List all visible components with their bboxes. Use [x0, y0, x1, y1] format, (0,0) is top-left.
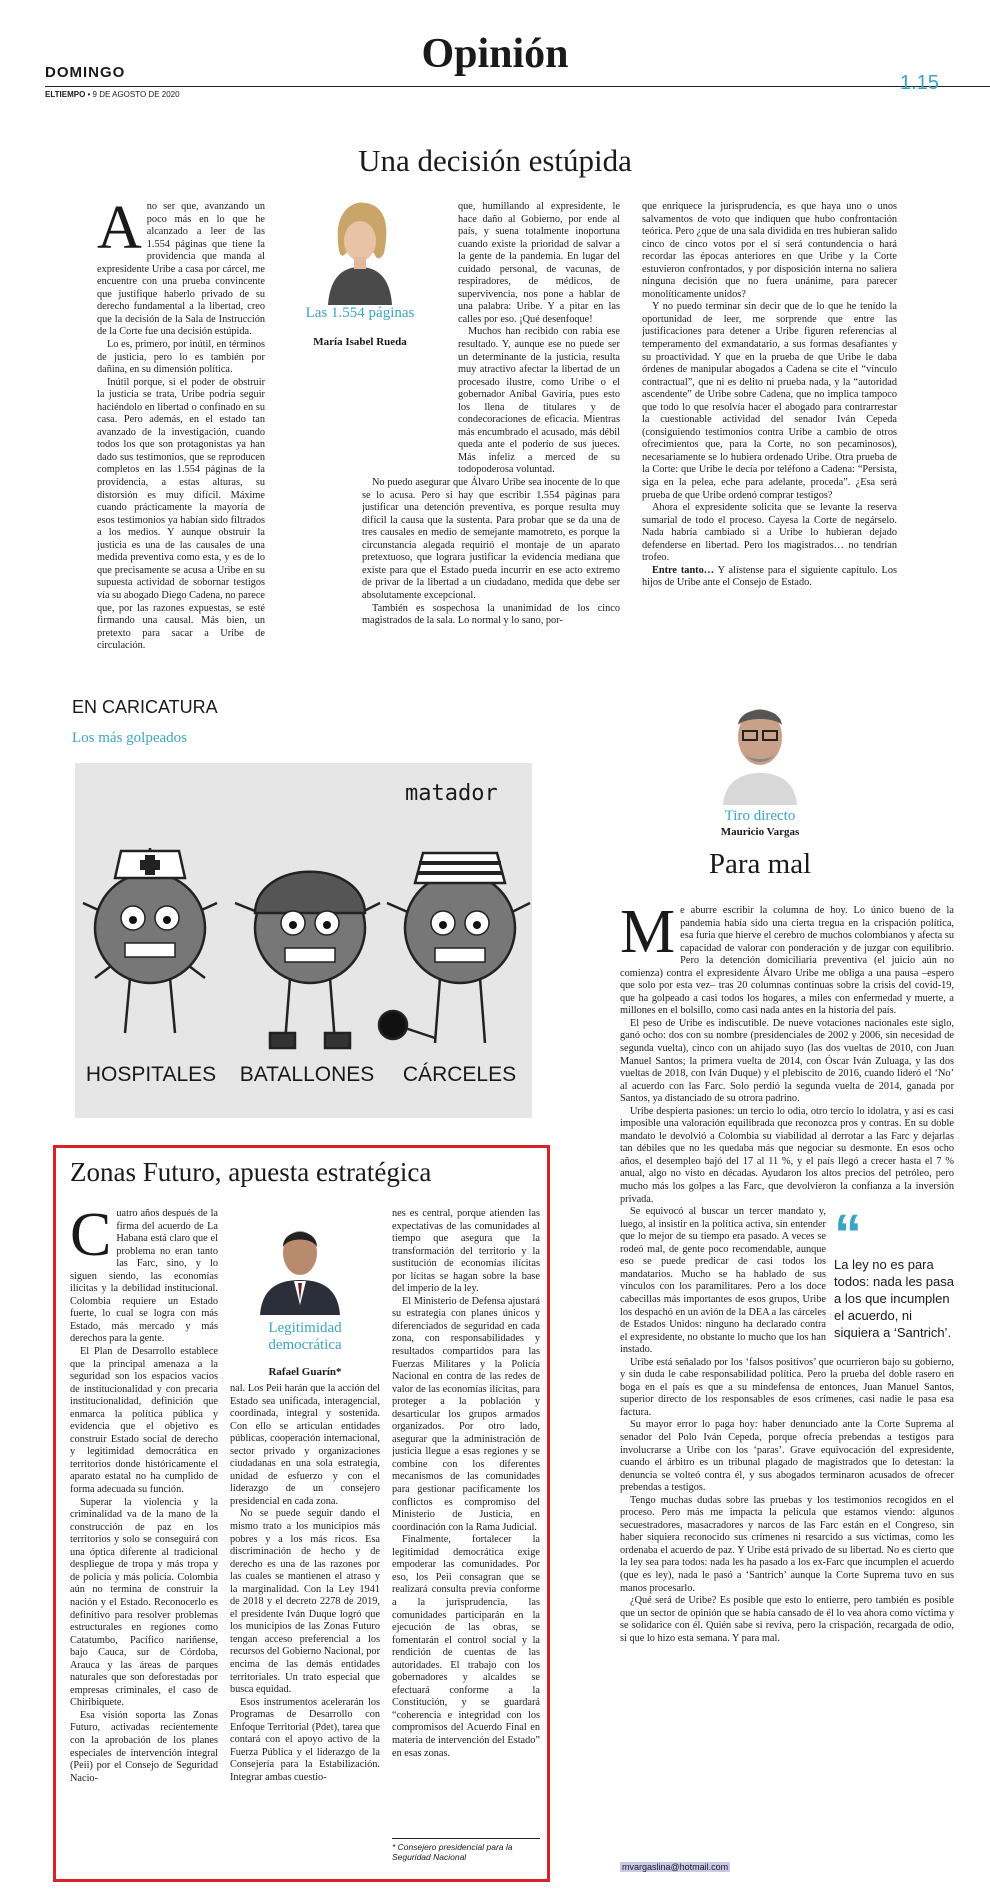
cartoon-label-carceles: CÁRCELES — [402, 1063, 517, 1086]
article1-col2 — [362, 201, 620, 653]
article1-text: que, humillando al expresidente, le hace daño al Gobierno, por ende al país, y suena totalmente inoportuna cuando existe la prioridad de salvar a la gente de la pandemia. En lugar del cuidado personal, de vacunas, de respiradores, de médicos, de supervivencia, nos pone a hablar de una palabra: Uribe. Y a pitar en las calles por eso. ¡Qué desenfoque! — [458, 201, 620, 325]
article3-col1 — [70, 1208, 218, 1838]
article1-text: que enriquece la jurisprudencia, es que haya uno o unos salvamentos de voto que indiquen que hubo confrontación teórica. Pero ¿que de una sala dividida en tres hubieran salido cinco de cinco votos por el sí será contundencia o hará recordar las épocas anteriores en que Uribe y la Corte estuvieron confrontados, y por disposición interna no saliera ninguna decisión que no fuera unánime, para parecer monolíticamente unidos? — [642, 201, 897, 300]
article3-text: uatro años después de la firma del acuerdo de La Habana está claro que el problema no eran tanto las Farc, sino, y lo siguen siendo, las economías ilícitas y la debilidad institucional. Colombia requiere un Estado fuerte, lo cual se logra con más Estado, más mercado y más derechos para la gente. — [70, 1208, 218, 1345]
article1-text: Inútil porque, si el poder de obstruir la justicia se trata, Uribe podría seguir haciéndolo en libertad o confinado en su casa. Pero además, en el estado tan avanzado de la investigación, cuando todos los que son protagonistas ya han dado sus testimonios, que se reproducen completos en las 1.554 páginas de la providencia, a estas alturas, su distorsión es muy difícil. Máxime cuando prácticamente la mayoría de esos testimonios ya habían sido filtrados a los medios. Y aunque obstruir la justicia es una de las causales de una medida preventiva como esta, y es de lo que precisamente se acusa a Uribe en su supuesta actividad de sobornar testigos vía su abogado Diego Cadena, no parece que, por las razones expuestas, se esté firmando una causal. Más bien, un pretexto para sacar a Uribe de circulación. — [97, 376, 265, 652]
virus-nurse — [83, 848, 217, 1033]
cartoon-label-batallones: BATALLONES — [239, 1063, 375, 1086]
article2-body — [620, 905, 954, 1840]
article1-text: Y no puedo terminar sin decir que de lo que he tenido la oportunidad de leer, me sorprende que entre las justificaciones para detener a Uribe figuren referencias al temperamento del exmandatario, a sus formas desafiantes y su proactividad. Y que en la prueba de que Uribe le daba órdenes de manipular abogados a Cadena se cite el “vínculo contractual”, que ni es delito ni prueba nada, y la “autoridad ascendente” de Uribe sobre Cadena, que no implica tampoco que todo lo que resolvía hacer el abogado para contrarrestar la cuestionable actividad del senador Iván Cepeda (consiguiendo testimonios contra Uribe a cambio de otros ofrecimientos que, para la Corte, no son pecaminosos), necesariamente se lo hubiera ordenado Uribe. Otra prueba de la Corte: que Uribe le decía por teléfono a Cadena: “Persista, siga en la pelea, eche para adelante, proceda”. ¿Esa será prueba de que Uribe ordenó comprar testigos? — [642, 301, 897, 501]
section-day: DOMINGO — [45, 64, 126, 81]
article3-text: Superar la violencia y la criminalidad va de la mano de la construcción de paz en los territorios y solo se conseguirá con una óptica diferente al tradicional despliegue de tropa y más tropa y de policía y más policía. Colombia aún no termina de construir la nación y el Estado. Reconocerlo es definitivo para resolver problemas estructurales en regiones como Catatumbo, Pacífico nariñense, bajo Cauca, sur de Córdoba, Arauca y las áreas de parques naturales que son deforestadas por empresas criminales, el caso de Chiribiquete. — [70, 1496, 218, 1709]
page-number: 1.15 — [900, 72, 939, 94]
article1-text: Ahora el expresidente solicita que se levante la reserva sumarial de todo el proceso. Cayesa la Corte de negárselo. Nada habría cambiado si a Uribe lo hubieran dejado defenderse en libertad. Pero los magistrados… no tendrían trofeo. — [642, 502, 897, 564]
pull-quote-box — [834, 1202, 954, 1341]
author-photo-guarin — [250, 1215, 350, 1315]
article1-text: Lo es, primero, por inútil, en términos de justicia, pero lo es también por dañina, en su dimensión política. — [97, 339, 265, 376]
article3-text: nes es central, porque atienden las expectativas de las comunidades al tiempo que asegura que la transformación del territorio y la sustitución de economías ilícitas por lícitas se hagan sobre la base del imperio de la ley. — [392, 1208, 540, 1295]
article3-text: No se puede seguir dando el mismo trato a los municipios más pobres y a los más ricos. Esa discriminación de hecho y de derecho es una de las razones por las cuales se mantienen el atraso y la marginalidad. Con la Ley 1941 de 2018 y el decreto 2278 de 2019, el presidente Iván Duque logró que los municipios de las Zonas Futuro tengan acceso preferencial a los recursos del Gobierno Nacional, por encima de las demás entidades territoriales. Un trato especial que busca equidad. — [230, 1508, 380, 1696]
article1-text: No puedo asegurar que Álvaro Uribe sea inocente de lo que se lo acusa. Pero si hay que escribir 1.554 páginas para justificar una detención preventiva, es porque resulta muy difícil la causa que la sustenta. Para probar que se da una de tres causales en medio de semejante mamotreto, es porque la circunstancia alegada requirió el montaje de un aparato pretextuoso, que lograra justificar la evidencia mediana que existe para que el Estado pueda incurrir en ese acto extremo de privar de la libertad a un ciudadano, medida que debe ser absolutamente excepcional. — [362, 477, 620, 601]
article3-col3 — [392, 1208, 540, 1828]
article2-text: El peso de Uribe es indiscutible. De nueve votaciones nacionales este siglo, ganó ocho: dos con su nombre (presidenciales de 2002 y 2006, sin necesidad de segunda vuelta), cinco con un ahijado suyo (las dos vueltas de 2010, con Juan Manuel Santos; la primera vuelta de 2014, con Óscar Iván Zuluaga, y las dos vueltas de 2018, con Iván Duque) y el plebiscito de 2016, cuando lideró el ‘No’ al acuerdo con las Farc. Solo perdió la segunda vuelta de 2014, ganada por Santos, ya distanciado de su otrora padrino. — [620, 1017, 954, 1105]
newspaper-name: ELTIEMPO — [45, 90, 86, 99]
cartoon-panel — [75, 763, 532, 1118]
article2-text: Se equivocó al buscar un tercer mandato y, luego, al insistir en la política activa, sin entender que lo mejor de su tiempo era pasado. A veces se rodeó mal, de gente poco recomendable, aunque eso se puede predicar de casi todos los mandatarios. Mucho se ha hablado de sus vínculos con los paramilitares. Pero a los doce cabecillas más importantes de esos grupos, Uribe los despachó en un avión de la DEA a las cárceles de Estados Unidos: ninguno ha declarado contra el expresidente, no obstante lo mucho que los han instado. — [620, 1206, 826, 1356]
cartoon-label-hospitales: HOSPITALES — [85, 1063, 217, 1086]
edition-date: 9 DE AGOSTO DE 2020 — [92, 90, 180, 99]
footnote-rule — [392, 1838, 540, 1839]
article1-text: Y alístense para el siguiente capítulo. Los hijos de Uribe ante el Consejo de Estado. — [642, 564, 897, 589]
article2-text: Uribe está señalado por los ‘falsos positivos’ que ocurrieron bajo su gobierno, y sin duda le cabe responsabilidad política. Pero la prueba del doble rasero en boga en el país es que a su mindefensa de entonces, Juan Manuel Santos, superior directo de los responsables de esos crímenes, casi nadie le pasa esa factura. — [620, 1356, 954, 1418]
article1-text: no ser que, avanzando un poco más en lo que he alcanzado a leer de las 1.554 páginas que tiene la providencia que manda al expresidente Uribe a casa por cárcel, me encuentre con una prueba convincente que justifique haberlo privado de su derecho fundamental a la libertad, creo que la decisión de la Sala de Instrucción de la Corte fue una decisión estúpida. — [97, 201, 265, 338]
article2-email[interactable]: mvargaslina@hotmail.com — [622, 1862, 729, 1872]
article3-text: Esa visión soporta las Zonas Futuro, activadas recientemente con la aprobación de los planes especiales de intervención integral (Peii) por el Consejo de Seguridad Nacio- — [70, 1709, 218, 1784]
quote-icon: “ — [834, 1202, 862, 1266]
article3-text: Esos instrumentos acelerarán los Programas de Desarrollo con Enfoque Territorial (Pdet), tarea que contará con el apoyo activo de la Fuerza Pública y el liderazgo de la Consejería para la Estabilización. Integrar ambas cuestio- — [230, 1696, 380, 1783]
article3-column-name: Legitimidad democrática — [268, 1320, 342, 1353]
article3-text: Finalmente, fortalecer la legitimidad democrática exige empoderar las comunidades. Por eso, los Peii consagran que se realizará consulta previa conforme a la jurisprudencia, las comunidades participarán en la ejecución de las obras, se fomentarán el control social y la rendición de cuentas de las autoridades. El trabajo con los gobernadores y alcaldes se efectuará conforme a la Constitución, y se guardará “coherencia e integridad con los compromisos del Acuerdo Final en materia de intervención del Estado” en esas zonas. — [392, 1534, 540, 1759]
article3-footnote: * Consejero presidencial para la Seguridad Nacional — [392, 1842, 513, 1862]
cartoon-section: EN CARICATURA — [72, 697, 218, 717]
article3-text: El Plan de Desarrollo establece que la principal amenaza a la seguridad son los espacios vacíos de institucionalidad y con precaria institucionalidad, definición que enmarca la política pública y evidencia que el objetivo es construir Estado social de derecho y legitimidad democrática en territorios donde históricamente el aparato estatal no ha cumplido de forma adecuada su función. — [70, 1346, 218, 1496]
section-title: Opinión — [421, 31, 569, 77]
article1-dropcap: A — [97, 201, 142, 262]
article3-col2 — [230, 1383, 380, 1853]
article3-dropcap: C — [70, 1208, 112, 1269]
pull-quote: La ley no es para todos: nada les pasa a los que incumplen el acuerdo, ni siquiera a ‘Santrich’. — [834, 1257, 954, 1341]
article2-author: Mauricio Vargas — [720, 826, 800, 838]
article2-text: Uribe despierta pasiones: un tercio lo odia, otro tercio lo idolatra, y así es casi imposible una valoración equilibrada que reconozca pros y contras. En su doble mandato le devolvió a Colombia su viabilidad al derrotar a las Farc y dejarlas tan débiles que no les quedaba más que negociar su desmonte. En esos ocho años, el desempleo bajó del 17 al 11 %, y el país llegó a crecer hasta el 7 % anual, algo no visto en décadas. Ayudaron los altos precios del petróleo, pero mucho más los golpes a las Farc, que devolvieron la confianza a la inversión privada. — [620, 1105, 954, 1205]
article3-title: Zonas Futuro, apuesta estratégica — [70, 1157, 432, 1187]
article2-text: ¿Qué será de Uribe? Es posible que esto lo entierre, pero también es posible que un sector de opinión que se había cansado de él lo vea ahora como víctima y se solidarice con él. Quién sabe si reviva, pero la crispación, recargada de odio, si que lo hizo esta semana. Y para mal. — [620, 1595, 954, 1644]
article3-text: nal. Los Peii harán que la acción del Estado sea unificada, interagencial, coordinada, integral y sostenida. Con ello se articulan entidades públicas, cooperación internacional, sector privado y organizaciones ciudadanas en una sola estrategia, unidad de esfuerzo y con el liderazgo de un consejero presidencial en cada zona. — [230, 1383, 380, 1507]
author-photo-vargas — [705, 695, 815, 805]
article1-title: Una decisión estúpida — [358, 143, 632, 178]
article2-text: e aburre escribir la columna de hoy. Lo único bueno de la pandemia había sido una cierta tregua en la crispación política, esa furia que hierve el cerebro de muchos colombianos y afecta su capacidad de valorar con ponderación y de juzgar con equilibrio. Pero la detención domiciliaria preventiva (el juicio aún no comienza) contra el expresidente Álvaro Uribe me obliga a una pausa –espero que solo por esta vez– tras 20 columnas continuas sobre la crisis del covid-19, que ha golpeado a casi todos los hogares, a miles con enfermedad y muerte, a millones en el bolsillo, como casi nada antes en la historia del país. — [620, 905, 954, 1017]
cartoon-title: Los más golpeados — [72, 730, 187, 746]
article1-text: Muchos han recibido con rabia ese resultado. Y, aunque ese no puede ser un determinante de la justicia, resulta muy atractivo afectar la libertad de un procesado ilustre, como Uribe o el gobernador Aníbal Gaviria, pues esto los llena de titulares y de condecoraciones de eficacia. Mientras más encumbrado el acusado, más débil queda ante el poderío de sus jueces. Más infeliz a merced de su todopoderosa voluntad. — [458, 326, 620, 476]
newspaper-date: ELTIEMPO • 9 DE AGOSTO DE 2020 — [45, 90, 180, 99]
article1-kicker: Entre tanto… — [652, 564, 715, 576]
article1-author: María Isabel Rueda — [313, 336, 407, 348]
header-rule — [45, 86, 990, 87]
article2-text: Su mayor error lo paga hoy: haber denunciado ante la Corte Suprema al senador del Polo Iván Cepeda, porque ofrecía prebendas a testigos para involucrarse a Uribe con los ‘paras’. Grave equivocación del expresidente, cuando el árbitro es un tribunal plagado de magistrados que lo detestan: la denuncia se volteó contra él, y sus abogados terminaron acusados de ofrecer prebendas a testigos. — [620, 1419, 954, 1494]
article2-dropcap: M — [620, 905, 676, 966]
article3-text: El Ministerio de Defensa ajustará su estrategia con planes únicos y diferenciados de seguridad en cada zona, con responsabilidades y resultados compartidos para las Fuerzas Militares y la Policía Nacional en contra de las redes de valor de las economías ilícitas, para proteger a la población y desarticular los grupos armados organizados. Por otro lado, asegurar que la administración de justicia llegue a esas regiones y se combine con los diferentes mecanismos de las comunidades para gestionar pacíficamente los conflictos es compromiso del Ministerio de Justicia, en coordinación con la Rama Judicial. — [392, 1295, 540, 1533]
article1-col3 — [642, 201, 897, 653]
article3-author: Rafael Guarín* — [268, 1366, 342, 1378]
article2-text: Tengo muchas dudas sobre las pruebas y los testimonios recogidos en el proceso. Pero más me impacta la película que estamos viendo: algunos secuestradores, masacradores y narcos de las Farc están en el Congreso, sin haber siquiera reconocido sus crímenes ni resarcido a sus víctimas, como les ordenaba el acuerdo de paz. Y Uribe está privado de su libertad. No es cierto que la ley sea para todos: nada les ha pasado a los ex-Farc que incumplen el acuerdo (que es ley), nada le pasó a ‘Santrich’ aunque la Corte Suprema tuvo en sus manos procesarlo. — [620, 1494, 954, 1594]
cartoon-signature: matador — [405, 781, 498, 806]
article1-text: También es sospechosa la unanimidad de los cinco magistrados de la sala. Lo normal y lo sano, por- — [362, 602, 620, 627]
article2-title: Para mal — [708, 848, 812, 880]
article1-col1 — [97, 201, 265, 653]
article2-column-name: Tiro directo — [724, 808, 796, 824]
article1-column-name: Las 1.554 páginas — [305, 305, 415, 321]
